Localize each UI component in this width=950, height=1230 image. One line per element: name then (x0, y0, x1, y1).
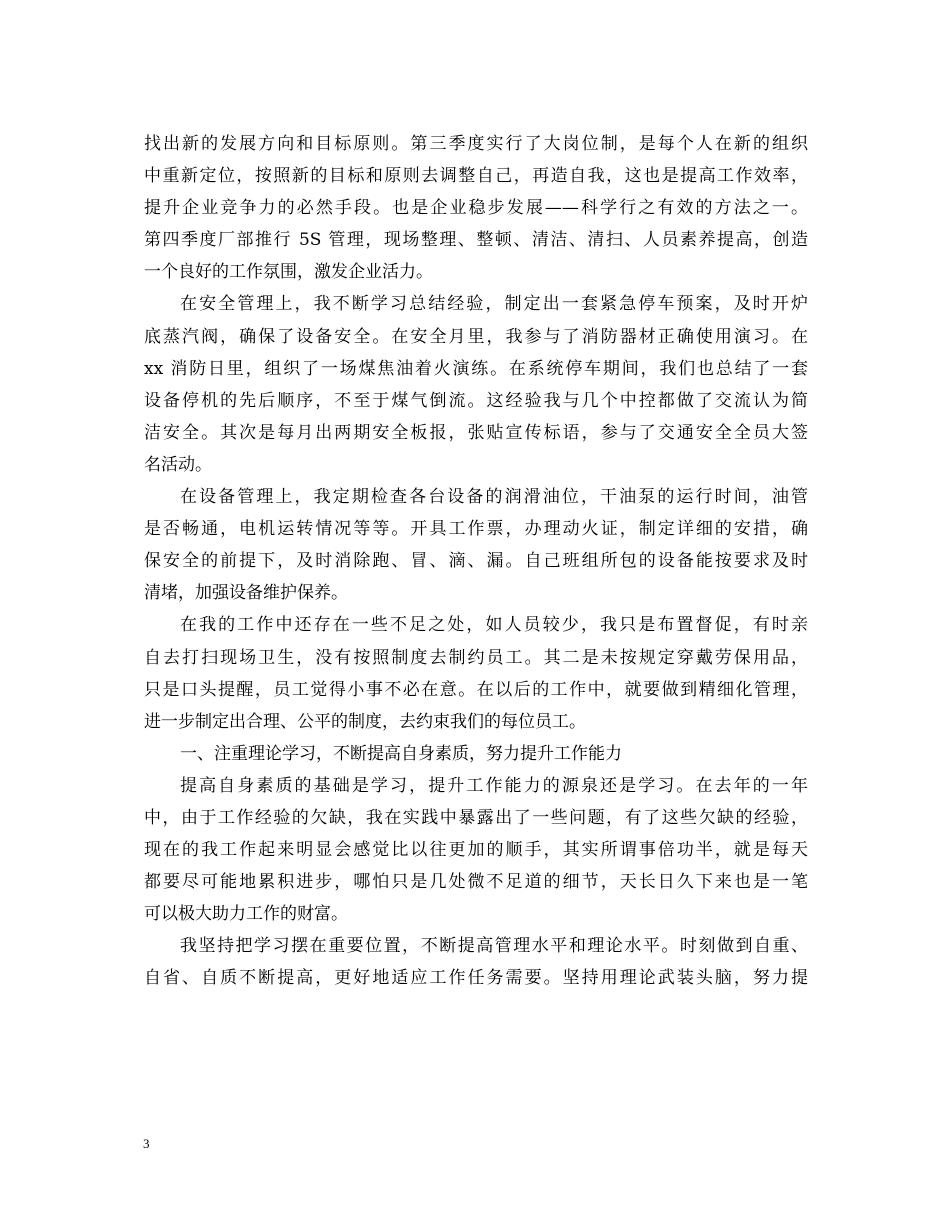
text-line: 在我的工作中还存在一些不足之处，如人员较少，我只是布置督促，有时亲 (180, 615, 808, 636)
text-line: 是否畅通，电机运转情况等等。开具工作票，办理动火证，制定详细的安措，确 (144, 519, 808, 540)
text-line: 进一步制定出合理、公平的制度，去约束我们的每位员工。 (144, 711, 586, 732)
text-line: 设备停机的先后顺序，不至于煤气倒流。这经验我与几个中控都做了交流认为简 (144, 390, 808, 411)
text-line: 保安全的前提下，及时消除跑、冒、滴、漏。自己班组所包的设备能按要求及时 (144, 551, 808, 572)
text-line: 自去打扫现场卫生，没有按照制度去制约员工。其二是未按规定穿戴劳保用品， (144, 647, 808, 668)
text-line: 清堵，加强设备维护保养。 (144, 583, 348, 604)
text-line: 一个良好的工作氛围，激发企业活力。 (144, 262, 433, 283)
text-line: 现在的我工作起来明显会感觉比以往更加的顺手，其实所谓事倍功半，就是每天 (144, 840, 808, 861)
text-line: 找出新的发展方向和目标原则。第三季度实行了大岗位制，是每个人在新的组织 (144, 134, 808, 154)
section-heading: 一、注重理论学习，不断提高自身素质，努力提升工作能力 (180, 743, 622, 764)
text-line: xx 消防日里，组织了一场煤焦油着火演练。在系统停车期间，我们也总结了一套 (144, 358, 808, 379)
text-line: 只是口头提醒，员工觉得小事不必在意。在以后的工作中，就要做到精细化管理， (144, 679, 808, 700)
text-line: 提升企业竞争力的必然手段。也是企业稳步发展——科学行之有效的方法之一。 (144, 198, 808, 219)
text-line: 提高自身素质的基础是学习，提升工作能力的源泉还是学习。在去年的一年 (180, 775, 808, 796)
text-line: 中，由于工作经验的欠缺，我在实践中暴露出了一些问题，有了这些欠缺的经验， (144, 807, 808, 828)
body-text (144, 128, 808, 995)
text-line: 可以极大助力工作的财富。 (144, 904, 348, 925)
text-line: 自省、自质不断提高，更好地适应工作任务需要。坚持用理论武装头脑，努力提 (144, 968, 808, 989)
text-line: 中重新定位，按照新的目标和原则去调整自己，再造自我，这也是提高工作效率， (144, 166, 808, 187)
text-line: 底蒸汽阀，确保了设备安全。在安全月里，我参与了消防器材正确使用演习。在 (144, 326, 808, 347)
text-line: 在设备管理上，我定期检查各台设备的润滑油位，干油泵的运行时间，油管 (180, 487, 808, 508)
page-number: 3 (143, 1136, 150, 1151)
text-line: 我坚持把学习摆在重要位置，不断提高管理水平和理论水平。时刻做到自重、 (180, 936, 808, 957)
text-line: 洁安全。其次是每月出两期安全板报，张贴宣传标语，参与了交通安全全员大签 (144, 422, 808, 443)
text-line: 都要尽可能地累积进步，哪怕只是几处微不足道的细节，天长日久下来也是一笔 (144, 872, 808, 893)
text-line: 在安全管理上，我不断学习总结经验，制定出一套紧急停车预案，及时开炉 (180, 294, 808, 315)
text-line: 名活动。 (144, 454, 212, 475)
text-line: 第四季度厂部推行 5S 管理，现场整理、整顿、清洁、清扫、人员素养提高，创造 (144, 230, 808, 251)
